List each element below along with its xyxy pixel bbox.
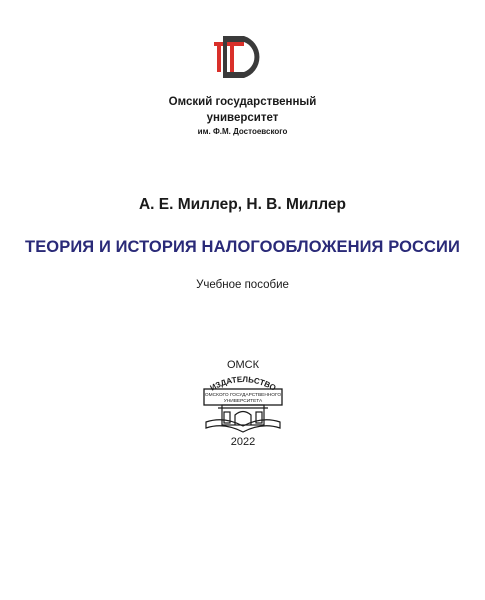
publisher-city: ОМСК — [226, 359, 260, 371]
university-logo — [214, 33, 272, 81]
publisher-band2: УНИВЕРСИТЕТА — [223, 399, 263, 404]
book-subtitle: Учебное пособие — [196, 279, 289, 291]
gate-icon — [218, 405, 268, 425]
university-name-line1: Омский государственный — [168, 96, 317, 108]
university-name-line3: им. Ф.М. Достоевского — [197, 127, 288, 136]
publication-year: 2022 — [230, 436, 256, 448]
publisher-band1: ОМСКОГО ГОСУДАРСТВЕННОГО — [204, 393, 282, 398]
book-icon — [206, 420, 280, 432]
publisher-arc-label: ИЗДАТЕЛЬСТВО — [208, 374, 278, 393]
publisher-emblem — [202, 356, 284, 451]
book-title: ТЕОРИЯ И ИСТОРИЯ НАЛОГООБЛОЖЕНИЯ РОССИИ — [25, 238, 460, 256]
university-name-line2: университет — [206, 112, 279, 124]
book-authors: А. Е. Миллер, Н. В. Миллер — [138, 196, 347, 213]
